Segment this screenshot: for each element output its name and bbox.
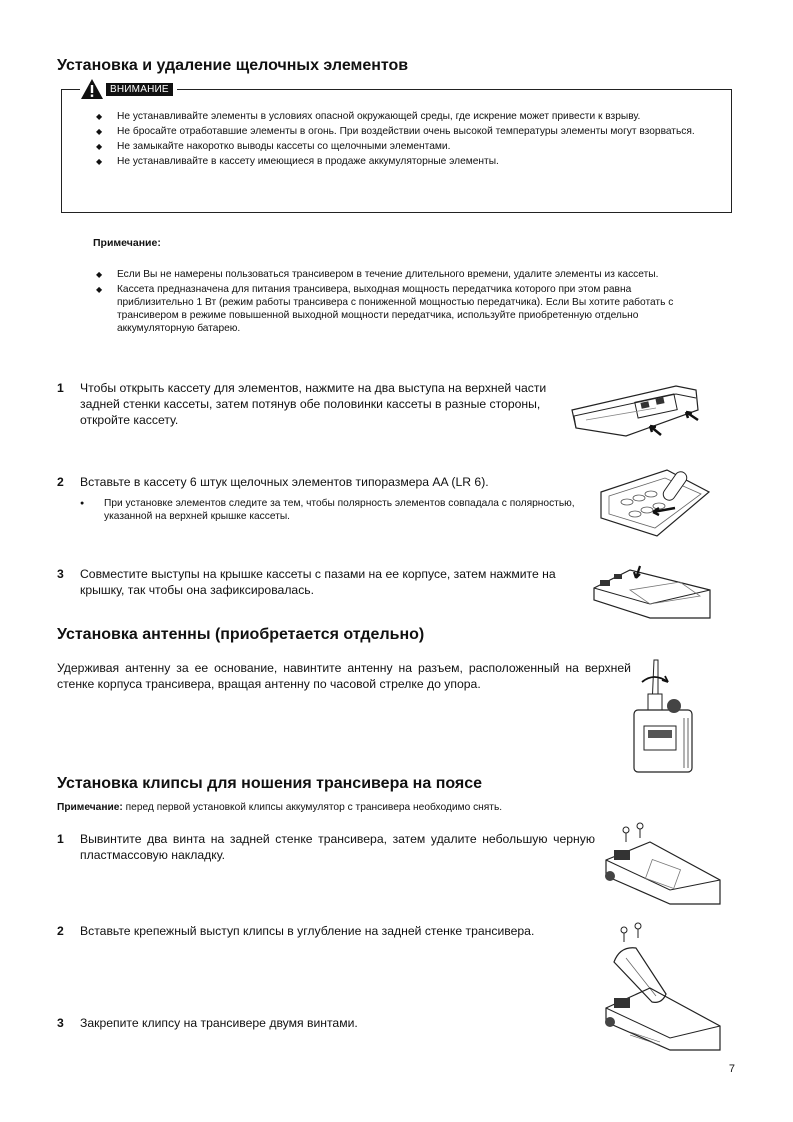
clip-step-1 [57, 831, 595, 863]
clip-attach-illustration [600, 922, 724, 1054]
battery-step-1 [57, 380, 559, 428]
clip-step-2 [57, 923, 595, 939]
step-number: 2 [57, 475, 64, 489]
warning-list [96, 110, 706, 170]
warning-badge [80, 78, 177, 100]
step-text: Вывинтите два винта на задней стенке трансивера, затем удалите небольшую черную пластмассовую накладку. [80, 832, 595, 862]
warning-label: ВНИМАНИЕ [106, 83, 173, 96]
step-number: 3 [57, 567, 64, 581]
warning-item: ◆ Не устанавливайте элементы в условиях опасной окружающей среды, где искрение может привести к взрыву. [96, 110, 706, 123]
note-list [96, 268, 706, 337]
warning-triangle-icon [80, 78, 104, 100]
step-number: 3 [57, 1016, 64, 1030]
clip-note-label: Примечание: [57, 802, 123, 813]
step-text: Вставьте в кассету 6 штук щелочных элементов типоразмера AA (LR 6). [80, 475, 489, 489]
step-number: 2 [57, 924, 64, 938]
antenna-text: Удерживая антенну за ее основание, навинтите антенну на разъем, расположенный на верхней стенке корпуса трансивера, вращая антенну по часовой стрелке до упора. [57, 661, 631, 691]
step-text: Закрепите клипсу на трансивере двумя винтами. [80, 1016, 358, 1030]
battery-step-3 [57, 566, 581, 598]
step-number: 1 [57, 381, 64, 395]
battery-case-open-illustration [566, 380, 706, 442]
section-title-antenna: Установка антенны (приобретается отдельно) [57, 626, 425, 643]
antenna-install-illustration [628, 658, 702, 774]
clip-note [57, 802, 502, 813]
battery-step-2 [57, 474, 597, 490]
page-number: 7 [728, 1063, 735, 1075]
step-text: Чтобы открыть кассету для элементов, нажмите на два выступа на верхней части задней стенки кассеты, затем потянув обе половинки кассеты в разные стороны, откройте кассету. [80, 381, 547, 427]
note-item: ◆ Кассета предназначена для питания трансивера, выходная мощность передатчика которого при этом равна приблизительно 1 Вт (режим работы трансивера с пониженной мощностью передатчика). Если Вы хотите работать с трансивером в режиме повышенной выходной мощности передатчика, используйте приобретенную отдельно аккумуляторную батарею. [96, 283, 706, 335]
step-text: Вставьте крепежный выступ клипсы в углубление на задней стенке трансивера. [80, 924, 535, 938]
section-title-clip: Установка клипсы для ношения трансивера на поясе [57, 775, 483, 792]
battery-close-illustration [590, 560, 712, 622]
clip-screws-remove-illustration [600, 820, 724, 906]
note-item: ◆ Если Вы не намерены пользоваться трансивером в течение длительного времени, удалите элементы из кассеты. [96, 268, 706, 281]
section-title-batteries: Установка и удаление щелочных элементов [57, 57, 409, 74]
step-number: 1 [57, 832, 64, 846]
clip-note-text: перед первой установкой клипсы аккумулятор с трансивера необходимо снять. [122, 802, 503, 813]
step-text: Совместите выступы на крышке кассеты с пазами на ее корпусе, затем нажмите на крышку, так чтобы она зафиксировалась. [80, 567, 556, 597]
note-title: Примечание: [93, 237, 161, 249]
battery-insert-illustration [597, 462, 715, 542]
clip-step-3 [57, 1015, 595, 1031]
warning-item: ◆ Не устанавливайте в кассету имеющиеся в продаже аккумуляторные элементы. [96, 155, 706, 168]
warning-item: ◆ Не замыкайте накоротко выводы кассеты со щелочными элементами. [96, 140, 706, 153]
warning-item: ◆ Не бросайте отработавшие элементы в огонь. При воздействии очень высокой температуры элементы могут взорваться. [96, 125, 706, 138]
battery-step-2-sub: ● При установке элементов следите за тем, чтобы полярность элементов совпадала с полярностью, указанной на верхней крышке кассеты. [80, 497, 616, 523]
